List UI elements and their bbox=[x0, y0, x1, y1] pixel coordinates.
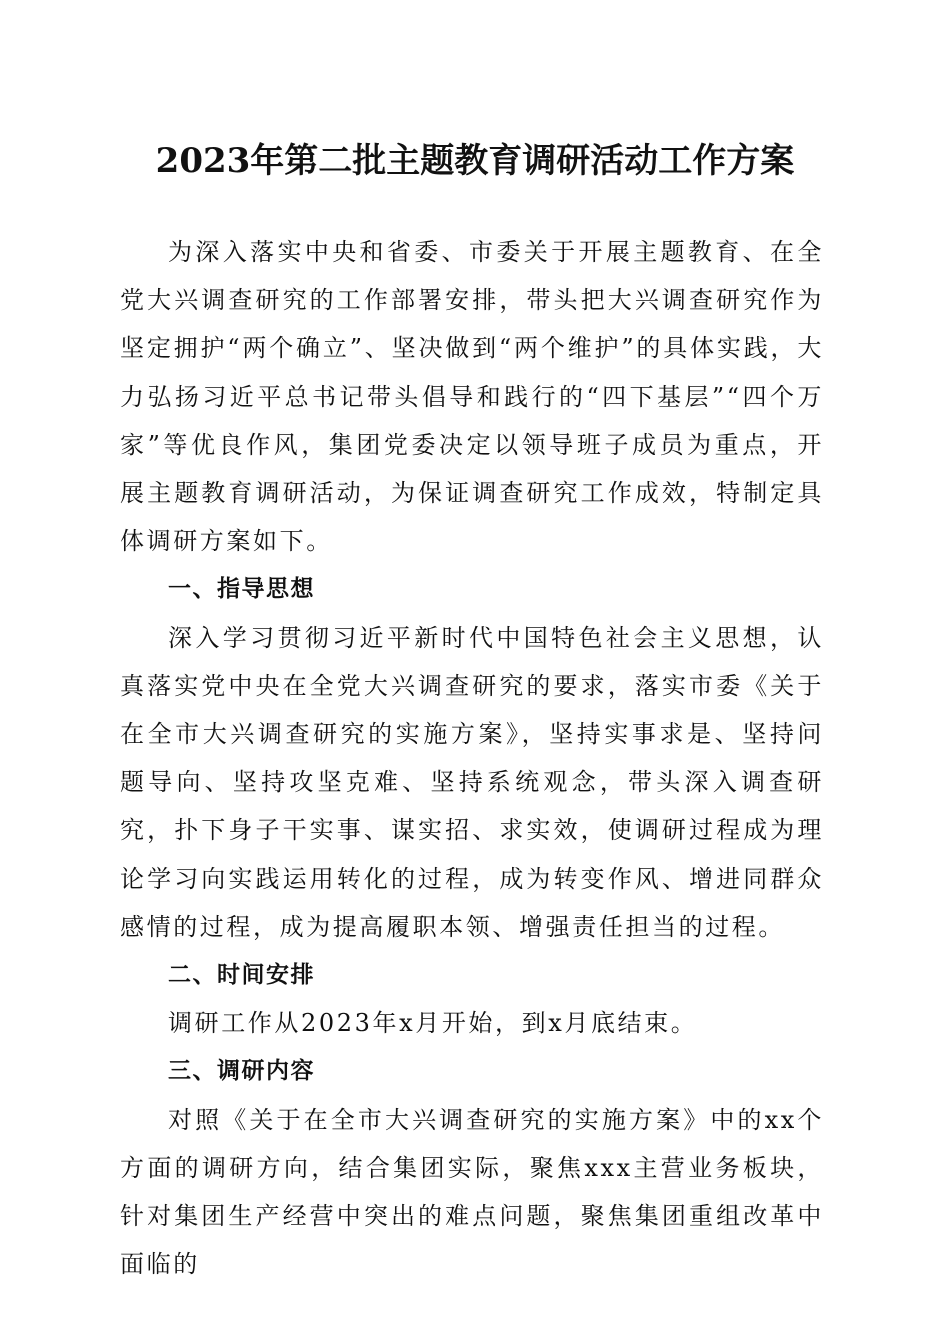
document-title: 2023年第二批主题教育调研活动工作方案 bbox=[155, 141, 795, 181]
document-body bbox=[120, 228, 824, 1288]
section-paragraph-guiding-ideology: 深入学习贯彻习近平新时代中国特色社会主义思想，认真落实党中央在全党大兴调查研究的要求，落实市委《关于在全市大兴调查研究的实施方案》，坚持实事求是、坚持问题导向、坚持攻坚克难、坚持系统观念，带头深入调查研究，扑下身子干实事、谋实招、求实效，使调研过程成为理论学习向实践运用转化的过程，成为转变作风、增进同群众感情的过程，成为提高履职本领、增强责任担当的过程。 bbox=[120, 623, 824, 941]
intro-paragraph: 为深入落实中央和省委、市委关于开展主题教育、在全党大兴调查研究的工作部署安排，带头把大兴调查研究作为坚定拥护“两个确立”、坚决做到“两个维护”的具体实践，大力弘扬习近平总书记带头倡导和践行的“四下基层”“四个万家”等优良作风，集团党委决定以领导班子成员为重点，开展主题教育调研活动，为保证调查研究工作成效，特制定具体调研方案如下。 bbox=[120, 238, 824, 556]
section-paragraph-research-content: 对照《关于在全市大兴调查研究的实施方案》中的xx个方面的调研方向，结合集团实际，聚焦xxx主营业务板块，针对集团生产经营中突出的难点问题，聚焦集团重组改革中面临的 bbox=[120, 1105, 824, 1279]
section-heading-research-content: 三、调研内容 bbox=[168, 1058, 315, 1085]
section-heading-schedule: 二、时间安排 bbox=[168, 962, 315, 989]
section-heading-guiding-ideology: 一、指导思想 bbox=[168, 576, 315, 603]
section-paragraph-schedule: 调研工作从2023年x月开始，到x月底结束。 bbox=[168, 1009, 698, 1038]
